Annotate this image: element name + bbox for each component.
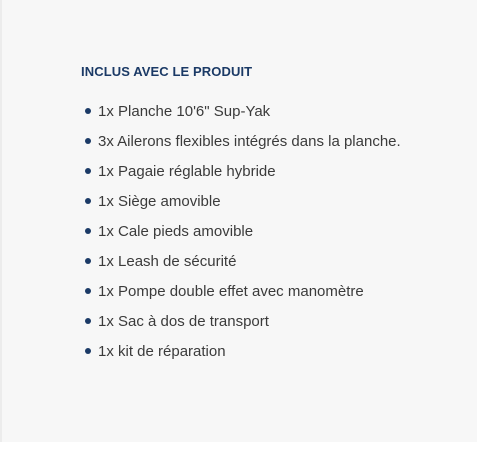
list-item-text: 1x Siège amovible bbox=[98, 192, 221, 210]
list-item-text: 1x Planche 10'6" Sup-Yak bbox=[98, 102, 271, 120]
bullet-icon bbox=[85, 198, 91, 204]
section-title: INCLUS AVEC LE PRODUIT bbox=[81, 64, 253, 79]
bullet-icon bbox=[85, 258, 91, 264]
list-item bbox=[81, 216, 461, 246]
list-item bbox=[81, 156, 461, 186]
list-item bbox=[81, 336, 461, 366]
list-item bbox=[81, 306, 461, 336]
bullet-icon bbox=[85, 288, 91, 294]
included-items-section bbox=[81, 63, 461, 366]
list-item bbox=[81, 276, 461, 306]
bullet-icon bbox=[85, 108, 91, 114]
bullet-icon bbox=[85, 228, 91, 234]
list-item-text: 1x Leash de sécurité bbox=[98, 252, 237, 270]
bullet-icon bbox=[85, 318, 91, 324]
list-item bbox=[81, 96, 461, 126]
list-item-text: 1x Pagaie réglable hybride bbox=[98, 162, 276, 180]
list-item-text: 1x Cale pieds amovible bbox=[98, 222, 254, 240]
panel-left-border bbox=[0, 0, 2, 442]
list-item bbox=[81, 126, 461, 156]
list-item bbox=[81, 186, 461, 216]
bullet-icon bbox=[85, 138, 91, 144]
list-item-text: 1x Pompe double effet avec manomètre bbox=[98, 282, 364, 300]
list-item-text: 1x kit de réparation bbox=[98, 342, 226, 360]
bullet-icon bbox=[85, 348, 91, 354]
list-item-text: 3x Ailerons flexibles intégrés dans la planche. bbox=[98, 132, 401, 150]
list-item bbox=[81, 246, 461, 276]
bullet-icon bbox=[85, 168, 91, 174]
included-items-list bbox=[81, 96, 461, 366]
list-item-text: 1x Sac à dos de transport bbox=[98, 312, 269, 330]
